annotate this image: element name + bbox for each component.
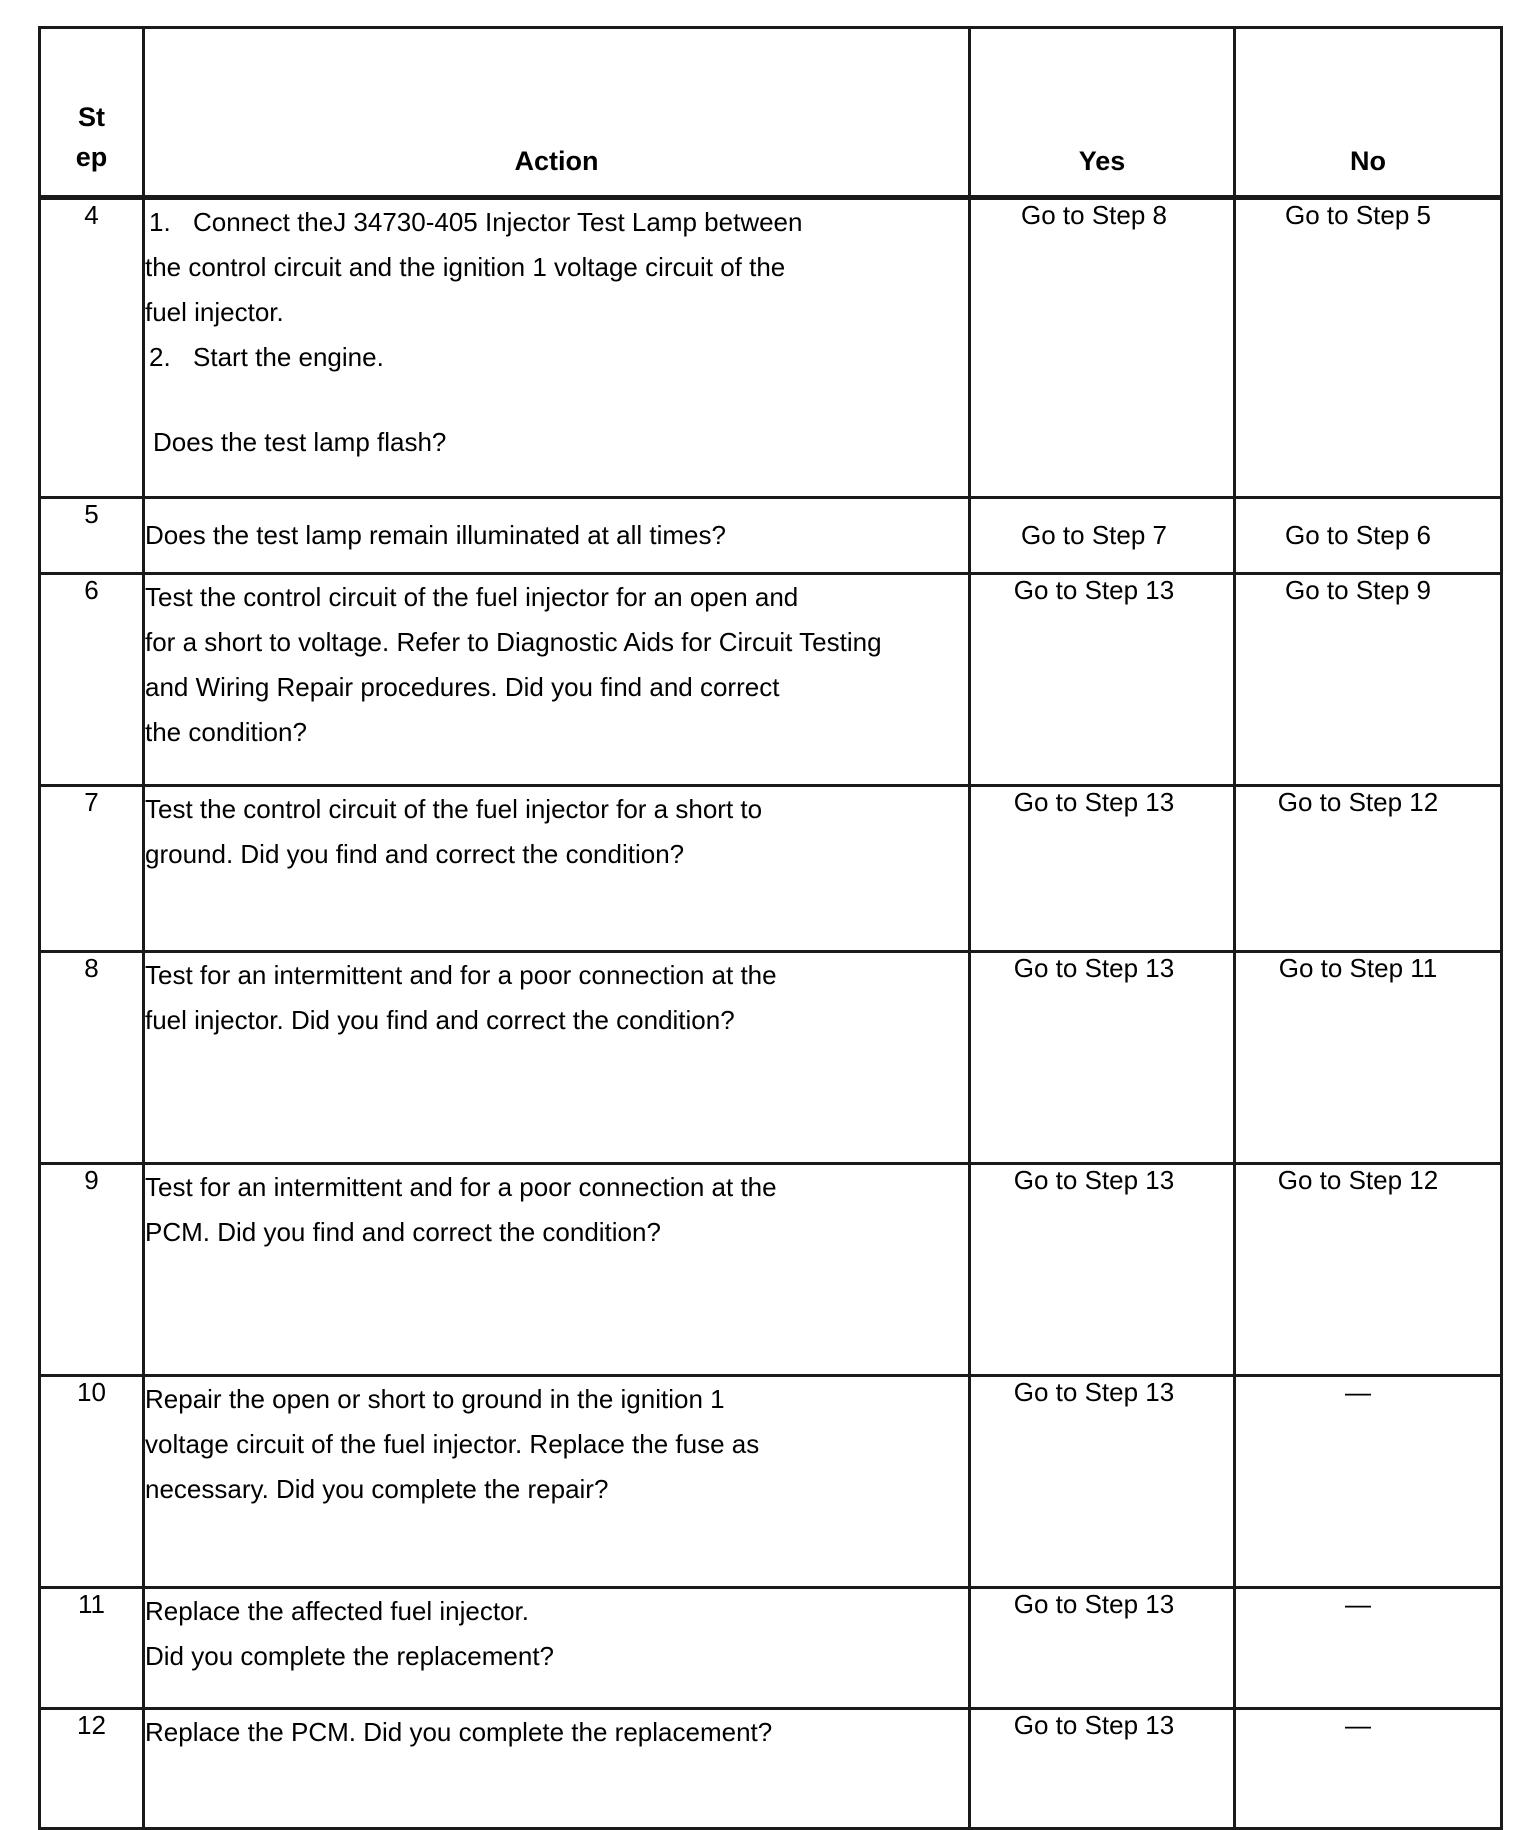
no-result: Go to Step 6 [1285, 520, 1431, 550]
step-number: 10 [40, 1376, 144, 1588]
no-result: — [1345, 1377, 1371, 1407]
list-number: 2. [149, 342, 171, 372]
yes-cell [970, 786, 1235, 952]
action-text: fuel injector. Did you find and correct the condition? [145, 1005, 735, 1035]
diagnostic-table [38, 26, 1503, 1830]
action-cell [144, 1709, 970, 1829]
yes-result: Go to Step 13 [1013, 787, 1175, 817]
no-cell [1235, 498, 1502, 574]
list-number: 1. [149, 207, 171, 237]
action-text: the condition? [145, 717, 307, 747]
action-text: for a short to voltage. Refer to Diagnostic Aids for Circuit Testing [145, 627, 882, 657]
step-number: 4 [40, 198, 144, 498]
list-item [145, 335, 968, 380]
yes-result: Go to Step 13 [1013, 1165, 1175, 1195]
no-cell [1235, 198, 1502, 498]
action-text: necessary. Did you complete the repair? [145, 1474, 609, 1504]
header-action: Action [144, 28, 970, 198]
no-result: Go to Step 12 [1277, 787, 1439, 817]
table-row [40, 952, 1502, 1164]
table-row [40, 498, 1502, 574]
yes-cell [970, 1709, 1235, 1829]
no-result: Go to Step 9 [1285, 575, 1431, 605]
header-yes: Yes [970, 28, 1235, 198]
action-cell [144, 574, 970, 786]
action-text: Replace the PCM. Did you complete the replacement? [145, 1717, 773, 1747]
action-cell [144, 1376, 970, 1588]
action-text: Did you complete the replacement? [145, 1641, 555, 1671]
action-text: Connect theJ 34730-405 Injector Test Lamp between [193, 207, 803, 237]
no-cell [1235, 574, 1502, 786]
step-number: 5 [40, 498, 144, 574]
yes-cell [970, 498, 1235, 574]
header-step: Step [40, 28, 144, 198]
no-result: — [1345, 1589, 1371, 1619]
yes-cell [970, 1164, 1235, 1376]
no-cell [1235, 1709, 1502, 1829]
action-text: the control circuit and the ignition 1 voltage circuit of the [145, 252, 786, 282]
table-body [40, 198, 1502, 1829]
no-cell [1235, 786, 1502, 952]
table-header [40, 28, 1502, 198]
no-result: Go to Step 12 [1277, 1165, 1439, 1195]
step-number: 6 [40, 574, 144, 786]
step-number: 11 [40, 1588, 144, 1709]
action-question: Does the test lamp flash? [153, 427, 447, 457]
yes-cell [970, 1376, 1235, 1588]
no-cell [1235, 1164, 1502, 1376]
yes-cell [970, 198, 1235, 498]
no-cell [1235, 1376, 1502, 1588]
action-text: Start the engine. [193, 342, 384, 372]
yes-cell [970, 1588, 1235, 1709]
step-number: 7 [40, 786, 144, 952]
action-text: Test the control circuit of the fuel injector for an open and [145, 582, 799, 612]
yes-result: Go to Step 13 [1013, 1710, 1175, 1740]
no-result: Go to Step 5 [1285, 200, 1431, 230]
action-text: voltage circuit of the fuel injector. Replace the fuse as [145, 1429, 760, 1459]
list-item [145, 200, 968, 335]
action-cell [144, 198, 970, 498]
action-cell [144, 786, 970, 952]
action-steps-list [145, 200, 968, 380]
action-text: Test for an intermittent and for a poor connection at the [145, 1172, 777, 1202]
action-cell [144, 498, 970, 574]
no-cell [1235, 952, 1502, 1164]
table-row [40, 198, 1502, 498]
yes-result: Go to Step 7 [1021, 520, 1167, 550]
header-row [40, 28, 1502, 198]
action-text: Test the control circuit of the fuel injector for a short to [145, 794, 763, 824]
table-row [40, 574, 1502, 786]
action-text: Test for an intermittent and for a poor connection at the [145, 960, 777, 990]
table-row [40, 1376, 1502, 1588]
header-no: No [1235, 28, 1502, 198]
yes-cell [970, 574, 1235, 786]
yes-result: Go to Step 13 [1013, 1377, 1175, 1407]
action-cell [144, 1164, 970, 1376]
table-row [40, 1164, 1502, 1376]
yes-cell [970, 952, 1235, 1164]
yes-result: Go to Step 13 [1013, 1589, 1175, 1619]
action-text: Replace the affected fuel injector. [145, 1596, 529, 1626]
table-row [40, 786, 1502, 952]
step-number: 8 [40, 952, 144, 1164]
action-text: ground. Did you find and correct the condition? [145, 839, 685, 869]
action-text: Repair the open or short to ground in the ignition 1 [145, 1384, 725, 1414]
table-row [40, 1709, 1502, 1829]
action-text: and Wiring Repair procedures. Did you find and correct [145, 672, 780, 702]
action-text: fuel injector. [145, 297, 284, 327]
step-number: 12 [40, 1709, 144, 1829]
no-result: — [1345, 1710, 1371, 1740]
yes-result: Go to Step 13 [1013, 953, 1175, 983]
action-cell [144, 1588, 970, 1709]
step-number: 9 [40, 1164, 144, 1376]
action-text: Does the test lamp remain illuminated at all times? [145, 520, 726, 550]
action-text: PCM. Did you find and correct the condition? [145, 1217, 661, 1247]
yes-result: Go to Step 13 [1013, 575, 1175, 605]
yes-result: Go to Step 8 [1021, 200, 1167, 230]
no-cell [1235, 1588, 1502, 1709]
no-result: Go to Step 11 [1278, 953, 1438, 983]
table-row [40, 1588, 1502, 1709]
action-cell [144, 952, 970, 1164]
